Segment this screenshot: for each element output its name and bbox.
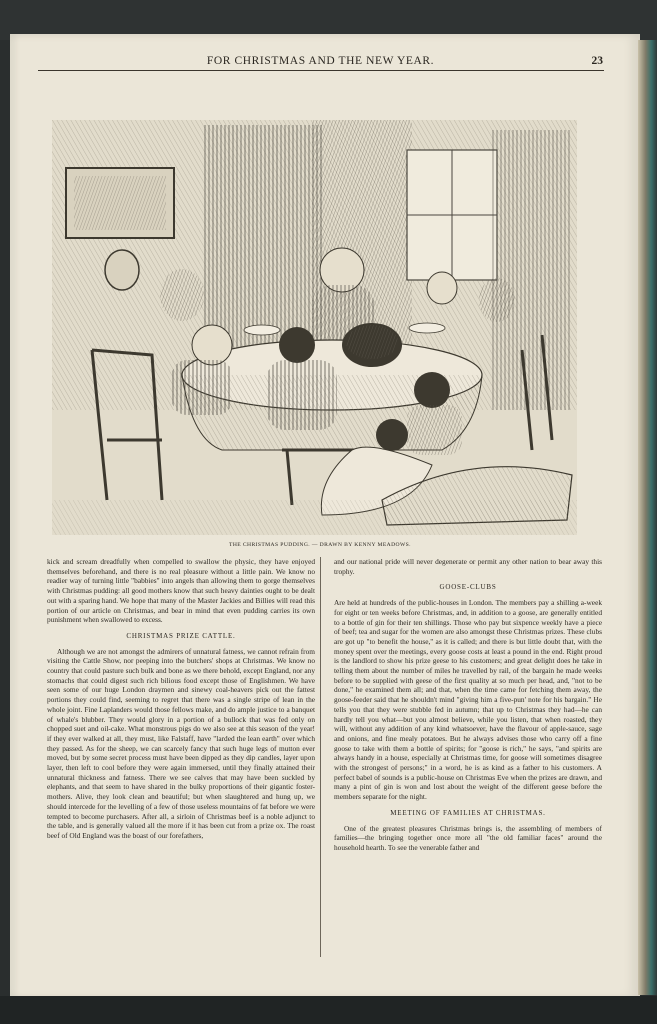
page-number: 23 [591,55,603,67]
heading-meeting-of-families: MEETING OF FAMILIES AT CHRISTMAS. [390,808,546,817]
left-paragraph-2: Although we are not amongst the admirers of unnatural fatness, we cannot refrain from visiting the Cattle Show, nor peeping into the butchers' shops at Christmas. We know no country that could pasture such bulk and bone as we there behold, except England, nor any stomachs that could digest such rich bilious food except those of Englishmen. We have seen some of our huge London draymen and sinewy coal-heavers pick out the fattest portions they could find, seeming to regret that there was a single stripe of lean in the whole joint. Fine Laplanders would those fellows make, and do ample justice to a banquet of whale's blubber. They would glory in a portion of a bullock that was fed only on chopped suet and oil-cake. What monstrous pigs do we also see at this season of the year! if they ever walked at all, they must, like Falstaff, have "larded the lean earth" over which they passed. As for the sheep, we can scarcely fancy that such huge legs of mutton ever moved, but by some secret process must have been dipped as they dip candles, layer upon layer, then left to cool before they were again immersed, until they finally attained their unnatural thickness and fatness. There we see calves that may have been suckled by elephants, and that seem to have shared in the bulky proportions of their gigantic foster-mothers. Alive, they look clean and beautiful; but when slaughtered and hung up, we should intercede for the levelling of a few of those useless mountains of fat before we were tempted to become purchasers. After all, a sirloin of Christmas beef is a noble adjunct to the table, and is generally valued all the more if it has been cut from a prize ox. The roast beef of Old England was the boast of our forefathers, [47,646,315,840]
heading-goose-clubs: GOOSE-CLUBS [439,583,497,592]
left-paragraph-1: kick and scream dreadfully when compelled to swallow the physic, they have enjoyed themselves beforehand, and there is no real pleasure without a little pain. We know no readier way of turning little "babbies" into angels than allowing them to gorge themselves with Christmas pudding: all good mothers know that such heavy dainties ought to be dealt out with a sparing hand. We hope that many of the Master Jackies and Billies will read this portion of our article on Christmas, and bear in mind that even pudding carries its own punishment when swallowed to excess. [47,557,315,625]
running-title: FOR CHRISTMAS AND THE NEW YEAR. [206,55,435,67]
right-paragraph-2: Are held at hundreds of the public-houses in London. The members pay a shilling a-week for eight or ten weeks before Christmas, and, in addition to a goose, are generally entitled to a bottle of gin for their ten shillings. Those who pay but sixpence weekly have a piece of beef; tea and sugar for the women are also amongst these Christmas prizes. These clubs are got up "to benefit the house," as it is called; and there is but little doubt that, with the money spent over the meetings, every goose costs at least a pound in the end. Right proud is the landlord to show his prize geese to his customers; and great delight does he take in telling them about the number of miles he travelled by rail, of the bargain he made weeks before to be supplied with geese of the first quality at so much per head, and, "not to be done," he examined them all; and that, when the time came for fetching them away, the goose-feeder said that he shouldn't mind "giving him a five-pun' note for his bargain." He tells you that they were stubble fed in autumn; that up to Christmas they had—he can hardly tell you what—but you almost believe, while you listen, that when roasted, they will, without any addition of any kind whatsoever, have the flavour of apple-sauce, sage and onions, and fine mealy potatoes. But he always advises those who carry off a fine goose to take with them a bottle of spirits; for "goose is rich," he says, "and spirits are always handy in a house, especially at Christmas time, for goose will sometimes disagree with the strongest of persons;" in a word, he is as kind as a father to his customers. A perfect babel of sounds is a public-house on Christmas Eve when the prizes are drawn, and many a pint of gin is won and lost about the weight of the different geese before the members separate for the night. [334,598,602,802]
right-paragraph-1: and our national pride will never degenerate or permit any other nation to bear away this trophy. [334,557,602,576]
heading-prize-cattle: CHRISTMAS PRIZE CATTLE. [126,631,236,640]
column-divider [320,557,321,957]
right-paragraph-3: One of the greatest pleasures Christmas brings is, the assembling of members of families—the bringing together once more all "the old familiar faces" around the household hearth. To see the venerable father and [334,823,602,852]
oval-portrait [105,250,139,290]
header-rule [38,70,604,71]
page-edge [638,40,657,995]
right-column [334,557,602,957]
christmas-pudding-illustration [52,120,577,535]
illustration-caption: THE CHRISTMAS PUDDING. — DRAWN BY KENNY MEADOWS. [229,542,411,548]
book-bottom-shadow [0,996,657,1024]
left-column [47,557,315,957]
